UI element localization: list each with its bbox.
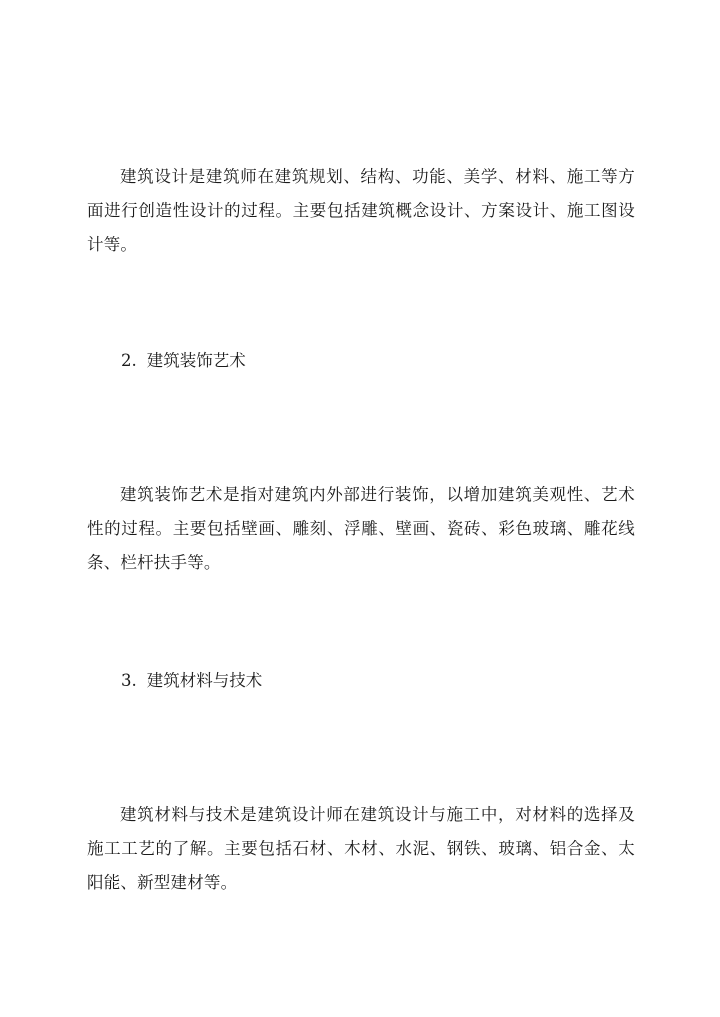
section-title: 建筑装饰艺术: [146, 351, 246, 370]
section-heading-decorative-art: [121, 344, 246, 378]
paragraph-decorative-art: 建筑装饰艺术是指对建筑内外部进行装饰，以增加建筑美观性、艺术性的过程。主要包括壁画、雕刻、浮雕、壁画、瓷砖、彩色玻璃、雕花线条、栏杆扶手等。: [87, 485, 635, 572]
paragraph-architectural-design: 建筑设计是建筑师在建筑规划、结构、功能、美学、材料、施工等方面进行创造性设计的过程。主要包括建筑概念设计、方案设计、施工图设计等。: [87, 167, 635, 254]
section-number: 2.: [121, 351, 137, 370]
paragraph-materials-technology: 建筑材料与技术是建筑设计师在建筑设计与施工中，对材料的选择及施工工艺的了解。主要包括石材、木材、水泥、钢铁、玻璃、铝合金、太阳能、新型建材等。: [87, 805, 635, 892]
section-heading-materials-technology: [121, 664, 262, 698]
section-title: 建筑材料与技术: [146, 671, 263, 690]
section-number: 3.: [121, 671, 137, 690]
